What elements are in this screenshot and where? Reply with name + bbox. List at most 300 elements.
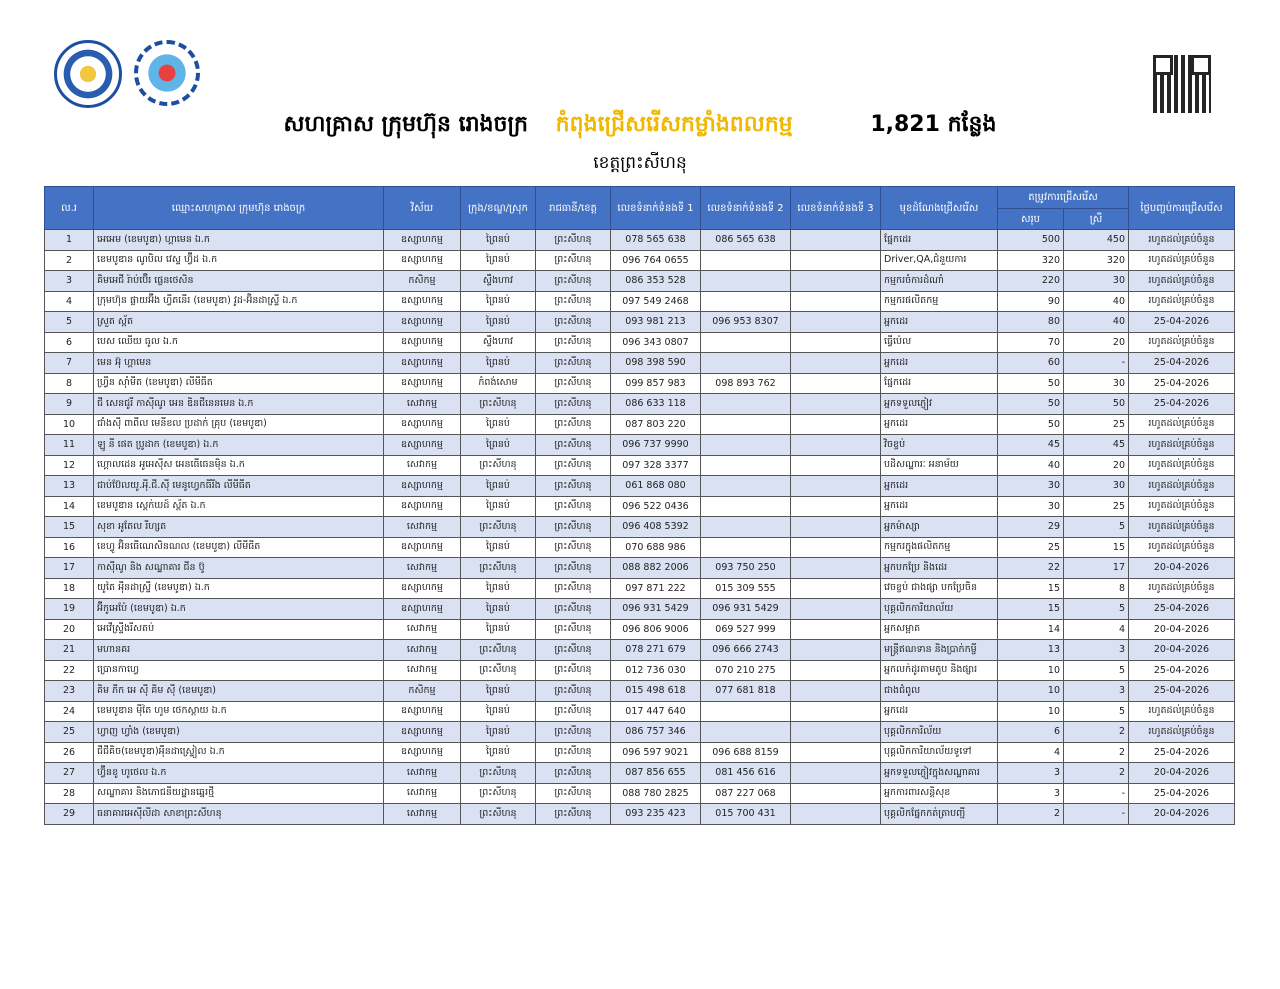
cell-province: ព្រះសីហនុ bbox=[536, 332, 611, 353]
cell-position: ធ្វើប៉េល bbox=[881, 332, 998, 353]
cell-female: 20 bbox=[1064, 332, 1129, 353]
cell-phone3 bbox=[791, 291, 881, 312]
cell-no: 10 bbox=[45, 414, 94, 435]
cell-name: ជី សេនជូរី កាស៊ីណូ អេន ឌិនជីនេនមេន ឯ.ក bbox=[94, 394, 384, 415]
cell-phone3 bbox=[791, 353, 881, 374]
cell-no: 9 bbox=[45, 394, 94, 415]
cell-phone1: 086 353 528 bbox=[611, 271, 701, 292]
cell-phone3 bbox=[791, 681, 881, 702]
col-no: ល.រ bbox=[45, 187, 94, 230]
cell-province: ព្រះសីហនុ bbox=[536, 804, 611, 825]
cell-province: ព្រះសីហនុ bbox=[536, 435, 611, 456]
cell-district: ព្រៃនប់ bbox=[461, 599, 536, 620]
cell-no: 16 bbox=[45, 537, 94, 558]
cell-sector: ឧស្សាហកម្ម bbox=[384, 353, 461, 374]
table-row bbox=[45, 230, 1235, 251]
province-subtitle: ខេត្តព្រះសីហនុ bbox=[593, 153, 687, 173]
cell-phone2: 070 210 275 bbox=[701, 660, 791, 681]
cell-district: ព្រៃនប់ bbox=[461, 619, 536, 640]
col-total: សរុប bbox=[998, 209, 1064, 230]
cell-position: ផ្នែកដេរ bbox=[881, 373, 998, 394]
cell-deadline: 20-04-2026 bbox=[1129, 619, 1235, 640]
cell-position: អ្នកដេរ bbox=[881, 496, 998, 517]
cell-phone2 bbox=[701, 332, 791, 353]
cell-female: 8 bbox=[1064, 578, 1129, 599]
table-row bbox=[45, 312, 1235, 333]
cell-phone1: 015 498 618 bbox=[611, 681, 701, 702]
cell-phone2 bbox=[701, 291, 791, 312]
cell-district: ព្រៃនប់ bbox=[461, 537, 536, 558]
cell-name: គិមអេជី រ៉ាប់ប៊ើរ ផ្លេនថេសិន bbox=[94, 271, 384, 292]
cell-female: 15 bbox=[1064, 537, 1129, 558]
cell-sector: ឧស្សាហកម្ម bbox=[384, 291, 461, 312]
cell-phone3 bbox=[791, 578, 881, 599]
cell-district: ព្រះសីហនុ bbox=[461, 394, 536, 415]
col-sector: វិស័យ bbox=[384, 187, 461, 230]
cell-phone3 bbox=[791, 640, 881, 661]
table-row bbox=[45, 558, 1235, 579]
cell-phone3 bbox=[791, 414, 881, 435]
cell-total: 13 bbox=[998, 640, 1064, 661]
cell-deadline: រហូតដល់គ្រប់ចំនួន bbox=[1129, 414, 1235, 435]
cell-name: អេអេម (ខេមបូឌា) ហ្គាមេន ឯ.ក bbox=[94, 230, 384, 251]
cell-deadline: 25-04-2026 bbox=[1129, 783, 1235, 804]
cell-position: កម្មករក្នុងផលិតកម្ម bbox=[881, 537, 998, 558]
cell-deadline: 25-04-2026 bbox=[1129, 681, 1235, 702]
table-row bbox=[45, 578, 1235, 599]
cell-female: 30 bbox=[1064, 476, 1129, 497]
cell-sector: កសិកម្ម bbox=[384, 681, 461, 702]
cell-deadline: 20-04-2026 bbox=[1129, 640, 1235, 661]
cell-sector: សេវាកម្ម bbox=[384, 783, 461, 804]
cell-total: 90 bbox=[998, 291, 1064, 312]
cell-deadline: 25-04-2026 bbox=[1129, 312, 1235, 333]
cell-phone2 bbox=[701, 271, 791, 292]
cell-phone2 bbox=[701, 517, 791, 538]
cell-phone2: 093 750 250 bbox=[701, 558, 791, 579]
cell-female: 5 bbox=[1064, 599, 1129, 620]
cell-phone2 bbox=[701, 476, 791, 497]
cell-phone3 bbox=[791, 496, 881, 517]
cell-deadline: រហូតដល់គ្រប់ចំនួន bbox=[1129, 332, 1235, 353]
cell-phone3 bbox=[791, 476, 881, 497]
cell-name: ស្រួត ស្ព័ត bbox=[94, 312, 384, 333]
cell-phone2: 098 893 762 bbox=[701, 373, 791, 394]
table-row bbox=[45, 496, 1235, 517]
cell-no: 1 bbox=[45, 230, 94, 251]
cell-no: 18 bbox=[45, 578, 94, 599]
cell-deadline: រហូតដល់គ្រប់ចំនួន bbox=[1129, 701, 1235, 722]
cell-no: 14 bbox=[45, 496, 94, 517]
cell-phone1: 098 398 590 bbox=[611, 353, 701, 374]
cell-phone1: 088 882 2006 bbox=[611, 558, 701, 579]
cell-total: 60 bbox=[998, 353, 1064, 374]
cell-name: ហ្គោលដេន អូអេស៊ីស អេនធើធេនមុិន ឯ.ក bbox=[94, 455, 384, 476]
cell-female: - bbox=[1064, 804, 1129, 825]
cell-district: ព្រៃនប់ bbox=[461, 230, 536, 251]
cell-district: ព្រៃនប់ bbox=[461, 312, 536, 333]
cell-phone1: 096 931 5429 bbox=[611, 599, 701, 620]
cell-phone1: 061 868 080 bbox=[611, 476, 701, 497]
cell-position: បុគ្គលិកការិយាល័យទូទៅ bbox=[881, 742, 998, 763]
cell-no: 17 bbox=[45, 558, 94, 579]
cell-sector: ឧស្សាហកម្ម bbox=[384, 701, 461, 722]
cell-phone1: 070 688 986 bbox=[611, 537, 701, 558]
cell-phone2: 087 227 068 bbox=[701, 783, 791, 804]
col-deadline: ថ្ងៃបញ្ចប់ការជ្រើសរើស bbox=[1129, 187, 1235, 230]
cell-phone2: 096 931 5429 bbox=[701, 599, 791, 620]
cell-name: ខេមបូឌាន ស្តេក់ឃដ៍ ស្ព័ត ឯ.ក bbox=[94, 496, 384, 517]
table-row bbox=[45, 619, 1235, 640]
qr-code bbox=[1153, 55, 1211, 113]
cell-phone1: 097 328 3377 bbox=[611, 455, 701, 476]
cell-district: ព្រៃនប់ bbox=[461, 496, 536, 517]
cell-district: ព្រៃនប់ bbox=[461, 578, 536, 599]
cell-phone2: 077 681 818 bbox=[701, 681, 791, 702]
cell-province: ព្រះសីហនុ bbox=[536, 537, 611, 558]
cell-total: 15 bbox=[998, 599, 1064, 620]
cell-female: 4 bbox=[1064, 619, 1129, 640]
table-row bbox=[45, 763, 1235, 784]
table-row bbox=[45, 250, 1235, 271]
cell-phone2 bbox=[701, 353, 791, 374]
cell-province: ព្រះសីហនុ bbox=[536, 291, 611, 312]
col-province: រាជធានី/ខេត្ត bbox=[536, 187, 611, 230]
cell-province: ព្រះសីហនុ bbox=[536, 312, 611, 333]
cell-position: វិចខ្ចប់ bbox=[881, 435, 998, 456]
cell-phone2 bbox=[701, 496, 791, 517]
cell-female: - bbox=[1064, 783, 1129, 804]
cell-province: ព្រះសីហនុ bbox=[536, 578, 611, 599]
cell-female: 3 bbox=[1064, 640, 1129, 661]
cell-sector: ឧស្សាហកម្ម bbox=[384, 599, 461, 620]
cell-phone1: 086 757 346 bbox=[611, 722, 701, 743]
cell-female: 2 bbox=[1064, 763, 1129, 784]
cell-deadline: 25-04-2026 bbox=[1129, 742, 1235, 763]
title-count: 1,821 កន្លែង bbox=[870, 112, 997, 137]
cell-total: 22 bbox=[998, 558, 1064, 579]
cell-no: 4 bbox=[45, 291, 94, 312]
cell-deadline: រហូតដល់គ្រប់ចំនួន bbox=[1129, 496, 1235, 517]
cell-phone3 bbox=[791, 763, 881, 784]
table-row bbox=[45, 353, 1235, 374]
cell-deadline: 20-04-2026 bbox=[1129, 558, 1235, 579]
cell-position: មន្ត្រីឥណទាន និងប្រាក់កម្ចី bbox=[881, 640, 998, 661]
title-left: សហគ្រាស ក្រុមហ៊ុន រោងចក្រ bbox=[283, 112, 528, 137]
cell-no: 5 bbox=[45, 312, 94, 333]
cell-no: 25 bbox=[45, 722, 94, 743]
cell-district: ព្រៃនប់ bbox=[461, 742, 536, 763]
table-row bbox=[45, 414, 1235, 435]
cell-name: ក្រុមហ៊ុន ផ្លាយអ៊ីង ហ្វីតនើរ (ខេមបូឌា) វូដ-អ៊ិនដាស្ទ្រី ឯ.ក bbox=[94, 291, 384, 312]
sdnd-logo bbox=[134, 40, 200, 106]
cell-total: 10 bbox=[998, 701, 1064, 722]
cell-name: ជីជីគិច(ខេមបូឌា)អុីនដាស្ទ្រៀល ឯ.ក bbox=[94, 742, 384, 763]
cell-no: 27 bbox=[45, 763, 94, 784]
cell-district: ព្រៃនប់ bbox=[461, 250, 536, 271]
cell-phone1: 096 737 9990 bbox=[611, 435, 701, 456]
cell-female: 320 bbox=[1064, 250, 1129, 271]
cell-female: 2 bbox=[1064, 742, 1129, 763]
table-row bbox=[45, 332, 1235, 353]
cell-position: អ្នកទទួលភ្ញៀវក្នុងសណ្ឋាគារ bbox=[881, 763, 998, 784]
cell-total: 80 bbox=[998, 312, 1064, 333]
cell-phone3 bbox=[791, 619, 881, 640]
cell-no: 29 bbox=[45, 804, 94, 825]
table-row bbox=[45, 291, 1235, 312]
cell-phone1: 093 981 213 bbox=[611, 312, 701, 333]
cell-no: 3 bbox=[45, 271, 94, 292]
cell-position: អ្នកម៉ាស្សា bbox=[881, 517, 998, 538]
cell-sector: ឧស្សាហកម្ម bbox=[384, 742, 461, 763]
table-row bbox=[45, 783, 1235, 804]
col-phone1: លេខទំនាក់ទំនងទី 1 bbox=[611, 187, 701, 230]
cell-female: 5 bbox=[1064, 660, 1129, 681]
table-row bbox=[45, 804, 1235, 825]
cell-phone3 bbox=[791, 783, 881, 804]
cell-total: 50 bbox=[998, 373, 1064, 394]
cell-sector: ឧស្សាហកម្ម bbox=[384, 332, 461, 353]
cell-phone3 bbox=[791, 722, 881, 743]
cell-total: 3 bbox=[998, 763, 1064, 784]
cell-province: ព្រះសីហនុ bbox=[536, 599, 611, 620]
table-row bbox=[45, 722, 1235, 743]
cell-phone2 bbox=[701, 414, 791, 435]
cell-sector: ឧស្សាហកម្ម bbox=[384, 578, 461, 599]
cell-total: 10 bbox=[998, 681, 1064, 702]
cell-province: ព្រះសីហនុ bbox=[536, 496, 611, 517]
cell-deadline: 25-04-2026 bbox=[1129, 599, 1235, 620]
cell-phone3 bbox=[791, 455, 881, 476]
cell-sector: ឧស្សាហកម្ម bbox=[384, 230, 461, 251]
cell-sector: សេវាកម្ម bbox=[384, 763, 461, 784]
cell-no: 13 bbox=[45, 476, 94, 497]
cell-total: 29 bbox=[998, 517, 1064, 538]
cell-no: 28 bbox=[45, 783, 94, 804]
col-female: ស្រី bbox=[1064, 209, 1129, 230]
cell-position: ផ្នែកដេរ bbox=[881, 230, 998, 251]
cell-sector: ឧស្សាហកម្ម bbox=[384, 312, 461, 333]
cell-province: ព្រះសីហនុ bbox=[536, 763, 611, 784]
cell-total: 25 bbox=[998, 537, 1064, 558]
title-highlight: កំពុងជ្រើសរើសកម្លាំងពលកម្ម bbox=[555, 112, 793, 137]
cell-province: ព្រះសីហនុ bbox=[536, 353, 611, 374]
cell-female: 3 bbox=[1064, 681, 1129, 702]
cell-total: 6 bbox=[998, 722, 1064, 743]
cell-phone2: 015 309 555 bbox=[701, 578, 791, 599]
cell-name: ខេមបូឌាន មុីតៃ ហូម ថេកស្តាយ ឯ.ក bbox=[94, 701, 384, 722]
cell-name: ជាំងស៊ី ពាពីល មេនីខល ប្រដាក់ គ្រុប (ខេមបូឌា) bbox=[94, 414, 384, 435]
cell-deadline: រហូតដល់គ្រប់ចំនួន bbox=[1129, 722, 1235, 743]
cell-no: 11 bbox=[45, 435, 94, 456]
cell-sector: សេវាកម្ម bbox=[384, 394, 461, 415]
cell-sector: សេវាកម្ម bbox=[384, 455, 461, 476]
cell-deadline: 25-04-2026 bbox=[1129, 353, 1235, 374]
cell-deadline: 20-04-2026 bbox=[1129, 804, 1235, 825]
cell-deadline: រហូតដល់គ្រប់ចំនួន bbox=[1129, 476, 1235, 497]
cell-sector: កសិកម្ម bbox=[384, 271, 461, 292]
cell-total: 30 bbox=[998, 496, 1064, 517]
table-row bbox=[45, 599, 1235, 620]
cell-phone1: 096 597 9021 bbox=[611, 742, 701, 763]
cell-phone3 bbox=[791, 230, 881, 251]
col-position: មុខដំណែងជ្រើសរើស bbox=[881, 187, 998, 230]
cell-province: ព្រះសីហនុ bbox=[536, 271, 611, 292]
cell-female: 25 bbox=[1064, 496, 1129, 517]
cell-name: កាស៊ីណូ និង សណ្ឋាគារ ជីន ប៊ូ bbox=[94, 558, 384, 579]
col-name: ឈ្មោះសហគ្រាស ក្រុមហ៊ុន រោងចក្រ bbox=[94, 187, 384, 230]
table-row bbox=[45, 455, 1235, 476]
cell-sector: ឧស្សាហកម្ម bbox=[384, 722, 461, 743]
cell-phone2: 015 700 431 bbox=[701, 804, 791, 825]
cell-no: 21 bbox=[45, 640, 94, 661]
cell-total: 2 bbox=[998, 804, 1064, 825]
cell-phone3 bbox=[791, 517, 881, 538]
cell-total: 14 bbox=[998, 619, 1064, 640]
cell-district: ព្រះសីហនុ bbox=[461, 804, 536, 825]
cell-district: ព្រះសីហនុ bbox=[461, 660, 536, 681]
cell-phone1: 096 343 0807 bbox=[611, 332, 701, 353]
cell-name: ខេហ្វូ អ៊ិនធើណេសិនណល (ខេមបូឌា) លីមីធីត bbox=[94, 537, 384, 558]
cell-name: ប្រោនកាហ្វេ bbox=[94, 660, 384, 681]
cell-phone3 bbox=[791, 394, 881, 415]
cell-total: 50 bbox=[998, 394, 1064, 415]
col-phone2: លេខទំនាក់ទំនងទី 2 bbox=[701, 187, 791, 230]
cell-female: 450 bbox=[1064, 230, 1129, 251]
cell-total: 45 bbox=[998, 435, 1064, 456]
ministry-logo bbox=[54, 40, 122, 108]
cell-province: ព្រះសីហនុ bbox=[536, 476, 611, 497]
cell-female: 40 bbox=[1064, 312, 1129, 333]
cell-name: យូតៃ អុីនដាស្ទ្រី (ខេមបូឌា) ឯ.ក bbox=[94, 578, 384, 599]
cell-female: 45 bbox=[1064, 435, 1129, 456]
cell-sector: ឧស្សាហកម្ម bbox=[384, 250, 461, 271]
cell-phone2: 086 565 638 bbox=[701, 230, 791, 251]
cell-position: កម្មករផលិតកម្ម bbox=[881, 291, 998, 312]
cell-sector: សេវាកម្ម bbox=[384, 517, 461, 538]
cell-name: សុខា អូតែល រីហ្សត bbox=[94, 517, 384, 538]
cell-province: ព្រះសីហនុ bbox=[536, 722, 611, 743]
cell-name: ជាប់ប៊ែលយូ.អុី.ជី.ស៊ី មេនូហ្វេកធីរីង លីមីធីត bbox=[94, 476, 384, 497]
cell-province: ព្រះសីហនុ bbox=[536, 783, 611, 804]
cell-phone2 bbox=[701, 394, 791, 415]
cell-no: 6 bbox=[45, 332, 94, 353]
cell-district: ព្រៃនប់ bbox=[461, 414, 536, 435]
cell-position: អ្នកទទួលភ្ញៀវ bbox=[881, 394, 998, 415]
cell-no: 20 bbox=[45, 619, 94, 640]
cell-sector: សេវាកម្ម bbox=[384, 660, 461, 681]
cell-name: សណ្ឋាគារ និងភោជនីយដ្ឋានឆ្នេរថ្មី bbox=[94, 783, 384, 804]
table-row bbox=[45, 476, 1235, 497]
cell-female: 5 bbox=[1064, 517, 1129, 538]
jobs-table bbox=[44, 186, 1235, 825]
cell-district: ព្រៃនប់ bbox=[461, 353, 536, 374]
table-row bbox=[45, 681, 1235, 702]
cell-phone2: 081 456 616 bbox=[701, 763, 791, 784]
cell-phone3 bbox=[791, 373, 881, 394]
cell-position: អ្នកសម្អាត bbox=[881, 619, 998, 640]
cell-female: 2 bbox=[1064, 722, 1129, 743]
cell-no: 26 bbox=[45, 742, 94, 763]
cell-total: 320 bbox=[998, 250, 1064, 271]
cell-position: កម្មករចំការដំណាំ bbox=[881, 271, 998, 292]
cell-phone1: 088 780 2825 bbox=[611, 783, 701, 804]
cell-district: ព្រៃនប់ bbox=[461, 291, 536, 312]
cell-sector: សេវាកម្ម bbox=[384, 619, 461, 640]
cell-phone3 bbox=[791, 660, 881, 681]
table-row bbox=[45, 701, 1235, 722]
page-title bbox=[0, 110, 1280, 142]
cell-province: ព្រះសីហនុ bbox=[536, 414, 611, 435]
cell-phone3 bbox=[791, 332, 881, 353]
cell-phone2: 096 688 8159 bbox=[701, 742, 791, 763]
cell-no: 12 bbox=[45, 455, 94, 476]
cell-total: 10 bbox=[998, 660, 1064, 681]
cell-position: បុគ្គលិកការិល័យ bbox=[881, 722, 998, 743]
cell-position: បុគ្គលិកការិយាល័យ bbox=[881, 599, 998, 620]
cell-deadline: រហូតដល់គ្រប់ចំនួន bbox=[1129, 517, 1235, 538]
cell-deadline: រហូតដល់គ្រប់ចំនួន bbox=[1129, 578, 1235, 599]
cell-name: មហានគរ bbox=[94, 640, 384, 661]
cell-deadline: រហូតដល់គ្រប់ចំនួន bbox=[1129, 435, 1235, 456]
cell-phone3 bbox=[791, 804, 881, 825]
cell-phone1: 017 447 640 bbox=[611, 701, 701, 722]
cell-phone1: 096 408 5392 bbox=[611, 517, 701, 538]
cell-phone1: 087 803 220 bbox=[611, 414, 701, 435]
cell-female: 5 bbox=[1064, 701, 1129, 722]
cell-district: ស្ទឹងហាវ bbox=[461, 271, 536, 292]
cell-district: ព្រៃនប់ bbox=[461, 681, 536, 702]
cell-no: 2 bbox=[45, 250, 94, 271]
cell-province: ព្រះសីហនុ bbox=[536, 250, 611, 271]
cell-province: ព្រះសីហនុ bbox=[536, 394, 611, 415]
cell-position: បុគ្គលិកផ្នែកកត់ត្រាបញ្ជី bbox=[881, 804, 998, 825]
cell-female: 40 bbox=[1064, 291, 1129, 312]
cell-district: ស្ទឹងហាវ bbox=[461, 332, 536, 353]
cell-total: 500 bbox=[998, 230, 1064, 251]
cell-position: Driver,QA,ជំនួយការ bbox=[881, 250, 998, 271]
col-phone3: លេខទំនាក់ទំនងទី 3 bbox=[791, 187, 881, 230]
cell-name: គិម ភីក អេ ស៊ី គិម ស៊ី (ខេមបូឌា) bbox=[94, 681, 384, 702]
table-row bbox=[45, 435, 1235, 456]
cell-district: កំពង់សោម bbox=[461, 373, 536, 394]
cell-sector: ឧស្សាហកម្ម bbox=[384, 537, 461, 558]
cell-total: 70 bbox=[998, 332, 1064, 353]
cell-sector: ឧស្សាហកម្ម bbox=[384, 435, 461, 456]
col-demand: តម្រូវការជ្រើសរើស bbox=[998, 187, 1129, 209]
table-row bbox=[45, 742, 1235, 763]
cell-phone3 bbox=[791, 701, 881, 722]
cell-phone3 bbox=[791, 250, 881, 271]
cell-position: អ្នកលក់ដូរតាមតូប និងផ្សារ bbox=[881, 660, 998, 681]
cell-position: អ្នកដេរ bbox=[881, 414, 998, 435]
cell-province: ព្រះសីហនុ bbox=[536, 373, 611, 394]
table-row bbox=[45, 394, 1235, 415]
cell-phone2 bbox=[701, 455, 791, 476]
cell-phone1: 087 856 655 bbox=[611, 763, 701, 784]
cell-female: 30 bbox=[1064, 373, 1129, 394]
cell-position: អ្នកដេរ bbox=[881, 701, 998, 722]
cell-district: ព្រះសីហនុ bbox=[461, 763, 536, 784]
cell-district: ព្រៃនប់ bbox=[461, 701, 536, 722]
cell-phone1: 078 565 638 bbox=[611, 230, 701, 251]
cell-name: ហ្វ្រីន ស៊ាំមីត (ខេមបូឌា) លីមីធីត bbox=[94, 373, 384, 394]
table-row bbox=[45, 271, 1235, 292]
cell-phone3 bbox=[791, 742, 881, 763]
cell-name: មេន អ៊ុ ហ្គាមេន bbox=[94, 353, 384, 374]
cell-phone2 bbox=[701, 537, 791, 558]
cell-deadline: 25-04-2026 bbox=[1129, 373, 1235, 394]
